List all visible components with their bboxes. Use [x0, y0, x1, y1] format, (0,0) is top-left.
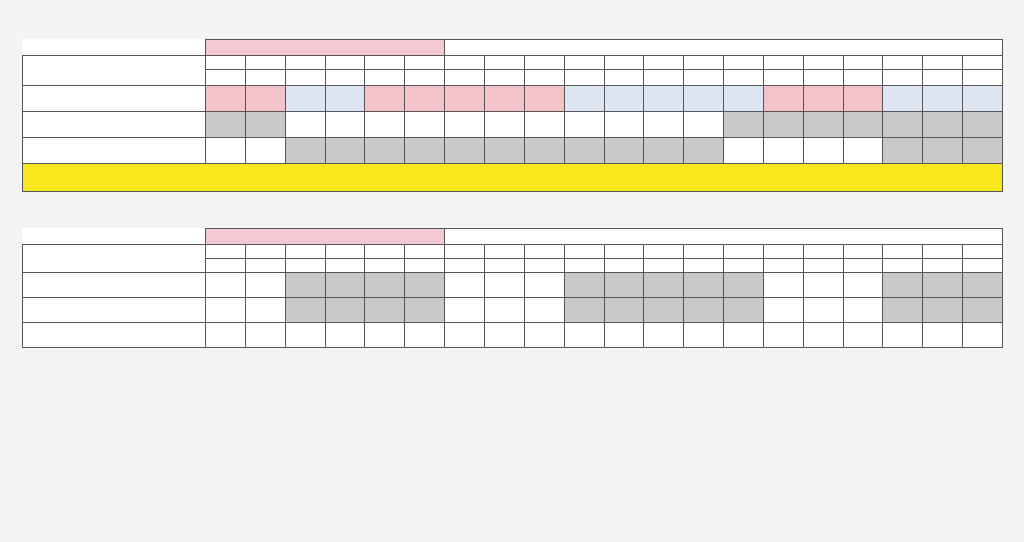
weekday-cell: [883, 70, 923, 86]
weekday-cell: [484, 70, 524, 86]
availability-cell: [963, 138, 1003, 164]
row-label: [23, 273, 206, 298]
month-header-dec: [206, 40, 445, 56]
availability-cell: [365, 298, 405, 323]
availability-cell: [843, 112, 883, 138]
schedule-cell: [365, 86, 405, 112]
weekday-cell: [285, 70, 325, 86]
schedule-cell: [644, 86, 684, 112]
weekday-cell: [564, 259, 604, 273]
schedule-cell: [803, 86, 843, 112]
availability-cell: [405, 138, 445, 164]
table-row: [23, 112, 1003, 138]
weekday-cell: [325, 70, 365, 86]
date-cell: [524, 56, 564, 70]
availability-cell: [325, 112, 365, 138]
date-cell: [564, 245, 604, 259]
date-cell: [206, 56, 246, 70]
weekday-cell: [405, 70, 445, 86]
availability-cell: [644, 138, 684, 164]
schedule-cell: [484, 86, 524, 112]
dash-cell: [604, 323, 644, 348]
availability-cell: [206, 112, 246, 138]
weekday-cell: [365, 259, 405, 273]
dash-cell: [684, 323, 724, 348]
date-cell: [445, 245, 485, 259]
fare-cell: [524, 323, 564, 348]
availability-cell: [963, 298, 1003, 323]
date-cell: [843, 245, 883, 259]
availability-cell: [763, 298, 803, 323]
schedule-cell: [883, 86, 923, 112]
date-cell: [963, 56, 1003, 70]
schedule-cell: [843, 86, 883, 112]
availability-cell: [325, 298, 365, 323]
availability-cell: [883, 298, 923, 323]
availability-cell: [604, 138, 644, 164]
availability-cell: [724, 298, 764, 323]
fare-cell: [245, 323, 285, 348]
schedule-cell: [604, 86, 644, 112]
schedule-cell: [405, 86, 445, 112]
availability-cell: [883, 112, 923, 138]
month-header-jan: [445, 40, 1003, 56]
weekday-cell: [445, 259, 485, 273]
fare-cell: [484, 323, 524, 348]
date-cell: [724, 245, 764, 259]
availability-cell: [365, 273, 405, 298]
availability-cell: [245, 298, 285, 323]
availability-cell: [604, 298, 644, 323]
dash-cell: [644, 323, 684, 348]
weekday-cell: [724, 259, 764, 273]
availability-cell: [684, 298, 724, 323]
weekday-cell: [524, 259, 564, 273]
availability-cell: [524, 273, 564, 298]
table-row: [23, 323, 1003, 348]
availability-cell: [963, 273, 1003, 298]
date-cell: [484, 56, 524, 70]
row-label: [23, 298, 206, 323]
weekday-cell: [285, 259, 325, 273]
date-cell: [724, 56, 764, 70]
availability-cell: [285, 298, 325, 323]
dash-cell: [325, 323, 365, 348]
weekday-cell: [963, 259, 1003, 273]
availability-cell: [883, 138, 923, 164]
schedule-cell: [564, 86, 604, 112]
schedule-cell: [763, 86, 803, 112]
date-cell: [405, 245, 445, 259]
availability-cell: [285, 138, 325, 164]
dash-cell: [365, 323, 405, 348]
availability-cell: [484, 298, 524, 323]
availability-cell: [803, 273, 843, 298]
availability-cell: [524, 138, 564, 164]
yellow-notice: [23, 164, 1003, 192]
availability-cell: [206, 273, 246, 298]
date-cell: [883, 56, 923, 70]
availability-cell: [604, 112, 644, 138]
availability-cell: [245, 112, 285, 138]
fare-cell: [803, 323, 843, 348]
date-cell: [684, 56, 724, 70]
availability-cell: [803, 112, 843, 138]
date-cell: [644, 56, 684, 70]
weekday-cell: [524, 70, 564, 86]
availability-cell: [923, 112, 963, 138]
schedule-cell: [963, 86, 1003, 112]
weekday-cell: [644, 259, 684, 273]
schedule-cell: [445, 86, 485, 112]
availability-cell: [285, 112, 325, 138]
availability-cell: [524, 112, 564, 138]
availability-cell: [684, 112, 724, 138]
availability-cell: [923, 138, 963, 164]
date-cell: [843, 56, 883, 70]
weekday-cell: [963, 70, 1003, 86]
date-cell: [245, 245, 285, 259]
dash-cell: [564, 323, 604, 348]
weekday-cell: [883, 259, 923, 273]
date-cell: [484, 245, 524, 259]
availability-cell: [803, 298, 843, 323]
free-pass-schedule-table: [22, 228, 1003, 348]
date-cell: [285, 56, 325, 70]
availability-cell: [923, 273, 963, 298]
date-cell: [923, 245, 963, 259]
weekday-cell: [405, 259, 445, 273]
date-cell: [604, 245, 644, 259]
schedule-cell: [923, 86, 963, 112]
availability-cell: [564, 273, 604, 298]
date-cell: [883, 245, 923, 259]
availability-cell: [803, 138, 843, 164]
date-cell: [325, 56, 365, 70]
date-cell: [285, 245, 325, 259]
availability-cell: [206, 298, 246, 323]
row-label: [23, 112, 206, 138]
availability-cell: [644, 112, 684, 138]
date-cell: [365, 245, 405, 259]
availability-cell: [405, 298, 445, 323]
weekday-cell: [763, 259, 803, 273]
weekday-cell: [325, 259, 365, 273]
date-cell: [803, 56, 843, 70]
table-row: [23, 86, 1003, 112]
weekday-cell: [484, 259, 524, 273]
availability-cell: [724, 138, 764, 164]
weekday-cell: [644, 70, 684, 86]
availability-cell: [763, 273, 803, 298]
availability-cell: [644, 273, 684, 298]
schedule-cell: [724, 86, 764, 112]
dash-cell: [724, 323, 764, 348]
date-cell: [644, 245, 684, 259]
availability-cell: [405, 112, 445, 138]
availability-cell: [644, 298, 684, 323]
date-cell: [524, 245, 564, 259]
availability-cell: [843, 138, 883, 164]
table-row: [23, 273, 1003, 298]
date-cell: [445, 56, 485, 70]
availability-cell: [285, 273, 325, 298]
fare-cell: [763, 323, 803, 348]
availability-cell: [604, 273, 644, 298]
availability-cell: [883, 273, 923, 298]
date-cell: [206, 245, 246, 259]
availability-cell: [445, 112, 485, 138]
weekday-cell: [564, 70, 604, 86]
availability-cell: [365, 138, 405, 164]
availability-cell: [923, 298, 963, 323]
schedule-cell: [325, 86, 365, 112]
weekday-cell: [923, 259, 963, 273]
date-cell: [365, 56, 405, 70]
availability-cell: [325, 273, 365, 298]
weekday-cell: [923, 70, 963, 86]
table-row: [23, 298, 1003, 323]
schedule-cell: [684, 86, 724, 112]
weekday-cell: [604, 70, 644, 86]
weekday-cell: [763, 70, 803, 86]
date-cell: [684, 245, 724, 259]
weekday-cell: [724, 70, 764, 86]
availability-cell: [564, 298, 604, 323]
weekday-cell: [365, 70, 405, 86]
weekday-cell: [684, 70, 724, 86]
weekday-cell: [245, 259, 285, 273]
availability-cell: [245, 273, 285, 298]
date-cell: [963, 245, 1003, 259]
row-label: [23, 323, 206, 348]
availability-cell: [963, 112, 1003, 138]
row-label: [23, 86, 206, 112]
availability-cell: [445, 298, 485, 323]
weekday-cell: [206, 259, 246, 273]
schedule-cell: [206, 86, 246, 112]
fare-cell: [445, 323, 485, 348]
availability-cell: [724, 112, 764, 138]
date-cell: [763, 56, 803, 70]
date-cell: [803, 245, 843, 259]
ticket-schedule-table: [22, 39, 1003, 192]
availability-cell: [524, 298, 564, 323]
availability-cell: [484, 138, 524, 164]
date-cell: [923, 56, 963, 70]
schedule-cell: [524, 86, 564, 112]
availability-cell: [484, 273, 524, 298]
weekday-cell: [206, 70, 246, 86]
availability-cell: [484, 112, 524, 138]
availability-cell: [405, 273, 445, 298]
weekday-cell: [245, 70, 285, 86]
availability-cell: [763, 112, 803, 138]
schedule-cell: [285, 86, 325, 112]
availability-cell: [206, 138, 246, 164]
availability-cell: [365, 112, 405, 138]
weekday-cell: [684, 259, 724, 273]
dash-cell: [883, 323, 923, 348]
date-cell: [245, 56, 285, 70]
weekday-cell: [445, 70, 485, 86]
availability-cell: [564, 138, 604, 164]
fare-cell: [843, 323, 883, 348]
date-cell: [564, 56, 604, 70]
availability-cell: [763, 138, 803, 164]
weekday-cell: [843, 70, 883, 86]
dash-cell: [923, 323, 963, 348]
availability-cell: [245, 138, 285, 164]
availability-cell: [445, 138, 485, 164]
availability-cell: [445, 273, 485, 298]
row-label: [23, 138, 206, 164]
fare-cell: [206, 323, 246, 348]
weekday-cell: [803, 70, 843, 86]
weekday-cell: [803, 259, 843, 273]
availability-cell: [684, 138, 724, 164]
table-row: [23, 138, 1003, 164]
date-cell: [604, 56, 644, 70]
weekday-cell: [604, 259, 644, 273]
month-header-jan: [445, 229, 1003, 245]
month-header-dec: [206, 229, 445, 245]
schedule-cell: [245, 86, 285, 112]
date-cell: [405, 56, 445, 70]
dash-cell: [405, 323, 445, 348]
availability-cell: [843, 298, 883, 323]
dash-cell: [963, 323, 1003, 348]
availability-cell: [843, 273, 883, 298]
availability-cell: [684, 273, 724, 298]
dash-cell: [285, 323, 325, 348]
availability-cell: [724, 273, 764, 298]
date-cell: [325, 245, 365, 259]
weekday-cell: [843, 259, 883, 273]
date-cell: [763, 245, 803, 259]
availability-cell: [325, 138, 365, 164]
availability-cell: [564, 112, 604, 138]
